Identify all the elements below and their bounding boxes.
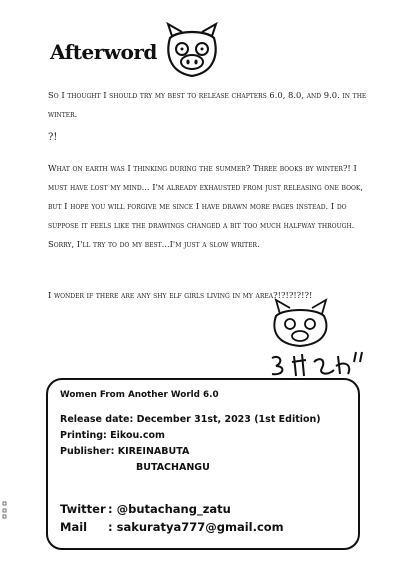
twitter-row [60,502,231,516]
paragraph-summer-thoughts: What on earth was I thinking during the summer? Three books by winter?! I must have lost my mind... I'm already exhausted from just releasing one book, but I hope you will forgive me since I have drawn more pages instead. I do suppose it feels like the drawings changed a bit too much halfway through. Sorry, I'll try to do my best...I'm just a slow writer. [48,163,364,249]
publisher-label: Publisher: [60,446,115,457]
release-date-row [60,414,321,425]
release-date-label: Release date: [60,414,134,425]
publisher-value-2: BUTACHANGU [136,462,210,473]
printing-value: Eikou.com [110,430,165,441]
paragraph-release-plan: So I thought I should try my best to release chapters 6.0, 8.0, and 9.0. in the winter. [48,90,367,119]
mail-address[interactable]: : sakuratya777@gmail.com [108,520,284,534]
pig-signature-icon [262,296,372,382]
publisher-value-1: KIREINABUTA [117,446,190,457]
afterword-heading: Afterword [50,40,157,64]
release-date-value: December 31st, 2023 (1st Edition) [136,414,321,425]
printing-row [60,430,165,441]
publisher-row [60,446,189,457]
twitter-label: Twitter [60,502,106,516]
twitter-handle[interactable]: : @butachang_zatu [108,502,231,516]
mail-label: Mail [60,520,88,534]
margin-mark [2,500,8,520]
paragraph-elf-girls: I wonder if there are any shy elf girls living in my area?!?!?!?!?! [48,290,313,300]
paragraph-exclaim: ?! [48,132,58,143]
printing-label: Printing: [60,430,107,441]
pig-face-icon [160,22,224,82]
mail-row [60,520,284,534]
book-title: Women From Another World 6.0 [60,390,219,400]
credits-box [46,378,360,550]
